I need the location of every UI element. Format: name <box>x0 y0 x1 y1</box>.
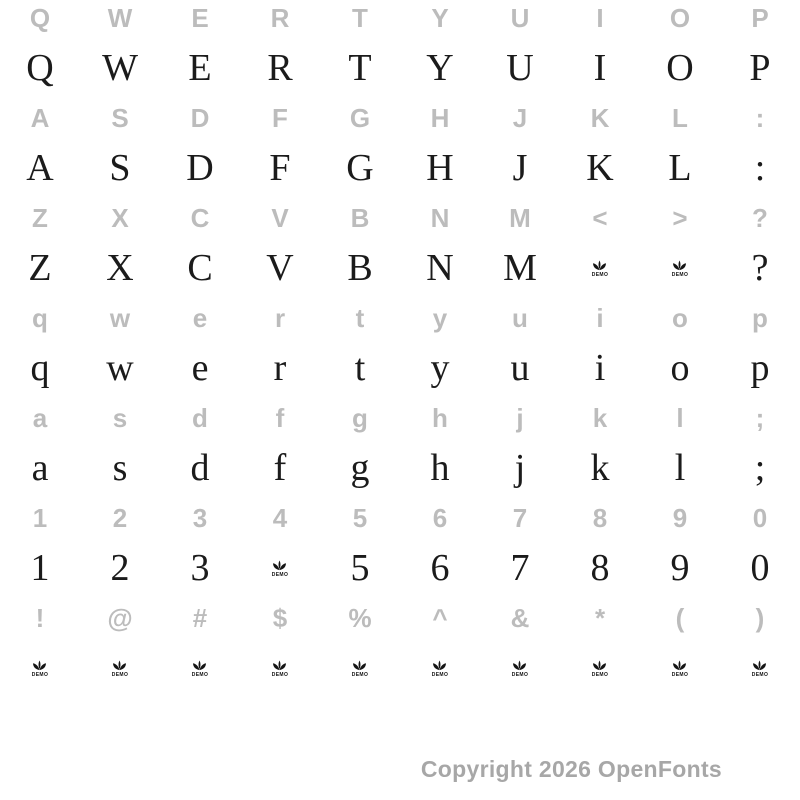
glyph-char <box>240 636 320 700</box>
fleuron-icon <box>672 660 687 671</box>
fleuron-icon <box>272 560 287 571</box>
reference-char: C <box>190 203 210 233</box>
glyph-char: d <box>190 447 210 489</box>
glyph-char: l <box>674 447 686 489</box>
fleuron-icon <box>432 660 447 671</box>
reference-char: e <box>192 303 208 333</box>
demo-label: DEMO <box>111 672 129 679</box>
glyph-char: Z <box>28 247 52 289</box>
glyph-char: W <box>102 47 138 89</box>
reference-row <box>0 300 800 336</box>
reference-char: # <box>192 603 208 633</box>
glyph-char <box>480 636 560 700</box>
glyph-char: 8 <box>590 547 610 589</box>
glyph-char: h <box>430 447 450 489</box>
glyph-char: w <box>106 347 134 389</box>
demo-label: DEMO <box>431 672 449 679</box>
reference-char: 0 <box>752 503 768 533</box>
fleuron-icon <box>32 660 47 671</box>
reference-char: y <box>432 303 448 333</box>
glyph-char: ? <box>751 247 769 289</box>
glyph-char: D <box>186 147 214 189</box>
reference-char: ( <box>675 603 685 633</box>
glyph-char: E <box>188 47 212 89</box>
glyph-char: f <box>273 447 287 489</box>
reference-char: Q <box>29 3 51 33</box>
glyph-row <box>0 36 800 100</box>
glyph-char <box>320 636 400 700</box>
demo-glyph-marker <box>272 560 289 578</box>
glyph-char <box>640 636 720 700</box>
reference-char: w <box>109 303 131 333</box>
demo-label: DEMO <box>591 272 609 279</box>
reference-char: U <box>510 3 530 33</box>
reference-char: l <box>676 403 684 433</box>
glyph-char: I <box>593 47 607 89</box>
fleuron-icon <box>592 660 607 671</box>
glyph-char: 9 <box>670 547 690 589</box>
demo-glyph-marker <box>752 660 769 678</box>
demo-glyph-marker <box>192 660 209 678</box>
reference-char: 4 <box>272 503 288 533</box>
fleuron-icon <box>512 660 527 671</box>
demo-glyph-marker <box>352 660 369 678</box>
reference-char: ; <box>755 403 765 433</box>
glyph-char: s <box>112 447 128 489</box>
demo-label: DEMO <box>271 572 289 579</box>
glyph-char: : <box>754 147 766 189</box>
reference-char: % <box>348 603 372 633</box>
reference-char: K <box>590 103 610 133</box>
demo-glyph-marker <box>112 660 129 678</box>
reference-char: O <box>669 3 691 33</box>
specimen-row-pair <box>0 0 800 100</box>
reference-char: j <box>516 403 524 433</box>
glyph-char: M <box>503 247 537 289</box>
copyright-text: Copyright 2026 OpenFonts <box>420 756 722 782</box>
demo-label: DEMO <box>671 272 689 279</box>
reference-char: 1 <box>32 503 48 533</box>
reference-char: ? <box>752 203 768 233</box>
reference-char: B <box>350 203 370 233</box>
reference-char: I <box>596 3 604 33</box>
reference-char: T <box>352 3 368 33</box>
reference-row <box>0 0 800 36</box>
glyph-char: 2 <box>110 547 130 589</box>
demo-label: DEMO <box>511 672 529 679</box>
specimen-row-pair <box>0 100 800 200</box>
specimen-row-pair <box>0 400 800 500</box>
glyph-char <box>640 236 720 300</box>
glyph-char: X <box>106 247 134 289</box>
reference-char: R <box>270 3 290 33</box>
glyph-char: S <box>109 147 131 189</box>
fleuron-icon <box>272 660 287 671</box>
glyph-char <box>560 636 640 700</box>
glyph-char: o <box>670 347 690 389</box>
reference-char: Z <box>32 203 48 233</box>
fleuron-icon <box>352 660 367 671</box>
fleuron-icon <box>672 260 687 271</box>
reference-char: $ <box>272 603 288 633</box>
glyph-char: N <box>426 247 454 289</box>
reference-char: ) <box>755 603 765 633</box>
glyph-char: 0 <box>750 547 770 589</box>
reference-char: 7 <box>512 503 528 533</box>
glyph-char: F <box>269 147 291 189</box>
demo-label: DEMO <box>31 672 49 679</box>
reference-row <box>0 600 800 636</box>
glyph-char: 6 <box>430 547 450 589</box>
reference-char: A <box>30 103 50 133</box>
reference-char: S <box>111 103 129 133</box>
glyph-char: 1 <box>30 547 50 589</box>
reference-char: X <box>111 203 129 233</box>
glyph-char: P <box>749 47 771 89</box>
glyph-char: 5 <box>350 547 370 589</box>
demo-label: DEMO <box>751 672 769 679</box>
glyph-row <box>0 236 800 300</box>
glyph-row <box>0 136 800 200</box>
reference-char: F <box>272 103 288 133</box>
reference-char: 9 <box>672 503 688 533</box>
reference-char: 8 <box>592 503 608 533</box>
glyph-char: a <box>31 447 49 489</box>
reference-char: : <box>755 103 765 133</box>
glyph-char: k <box>590 447 610 489</box>
specimen-row-pair <box>0 600 800 700</box>
glyph-char: V <box>266 247 294 289</box>
glyph-row <box>0 536 800 600</box>
reference-char: q <box>32 303 48 333</box>
glyph-char: p <box>750 347 770 389</box>
reference-char: D <box>190 103 210 133</box>
demo-glyph-marker <box>512 660 529 678</box>
glyph-char <box>160 636 240 700</box>
reference-char: N <box>430 203 450 233</box>
reference-char: o <box>672 303 688 333</box>
reference-char: Y <box>431 3 449 33</box>
glyph-char: H <box>426 147 454 189</box>
glyph-char: J <box>512 147 528 189</box>
reference-row <box>0 200 800 236</box>
glyph-char: L <box>668 147 692 189</box>
specimen-row-pair <box>0 300 800 400</box>
glyph-char <box>400 636 480 700</box>
glyph-char <box>560 236 640 300</box>
demo-glyph-marker <box>592 660 609 678</box>
glyph-char: T <box>348 47 372 89</box>
reference-char: G <box>349 103 371 133</box>
glyph-char <box>240 536 320 600</box>
reference-char: J <box>512 103 528 133</box>
glyph-char: R <box>267 47 293 89</box>
reference-char: ^ <box>432 603 448 633</box>
reference-char: & <box>510 603 530 633</box>
reference-char: k <box>592 403 608 433</box>
reference-char: f <box>275 403 285 433</box>
demo-label: DEMO <box>671 672 689 679</box>
glyph-char: A <box>26 147 54 189</box>
glyph-char <box>0 636 80 700</box>
glyph-char: ; <box>754 447 766 489</box>
reference-char: i <box>596 303 604 333</box>
glyph-char: B <box>347 247 373 289</box>
glyph-char: Q <box>26 47 54 89</box>
glyph-char: 3 <box>190 547 210 589</box>
demo-label: DEMO <box>351 672 369 679</box>
demo-label: DEMO <box>591 672 609 679</box>
reference-char: ! <box>35 603 45 633</box>
fleuron-icon <box>192 660 207 671</box>
reference-char: V <box>271 203 289 233</box>
demo-label: DEMO <box>191 672 209 679</box>
reference-char: H <box>430 103 450 133</box>
reference-char: * <box>594 603 606 633</box>
glyph-char: O <box>666 47 694 89</box>
glyph-char <box>80 636 160 700</box>
glyph-char: q <box>30 347 50 389</box>
glyph-row <box>0 636 800 700</box>
reference-char: > <box>672 203 688 233</box>
reference-row <box>0 100 800 136</box>
reference-row <box>0 400 800 436</box>
glyph-char: t <box>354 347 366 389</box>
glyph-char: U <box>506 47 534 89</box>
fleuron-icon <box>592 260 607 271</box>
glyph-char: u <box>510 347 530 389</box>
specimen-row-pair <box>0 200 800 300</box>
demo-glyph-marker <box>592 260 609 278</box>
reference-char: @ <box>107 603 133 633</box>
reference-char: p <box>752 303 768 333</box>
reference-char: 6 <box>432 503 448 533</box>
glyph-char: e <box>191 347 209 389</box>
glyph-char: G <box>346 147 374 189</box>
reference-char: E <box>191 3 209 33</box>
reference-char: 3 <box>192 503 208 533</box>
glyph-char <box>720 636 800 700</box>
glyph-char: r <box>273 347 287 389</box>
glyph-char: i <box>594 347 606 389</box>
reference-char: a <box>32 403 48 433</box>
glyph-char: j <box>514 447 526 489</box>
reference-char: < <box>592 203 608 233</box>
glyph-char: Y <box>426 47 454 89</box>
reference-char: L <box>672 103 688 133</box>
reference-char: s <box>112 403 128 433</box>
glyph-row <box>0 336 800 400</box>
demo-glyph-marker <box>672 660 689 678</box>
glyph-char: g <box>350 447 370 489</box>
glyph-char: C <box>187 247 213 289</box>
reference-char: 2 <box>112 503 128 533</box>
glyph-row <box>0 436 800 500</box>
reference-char: h <box>432 403 448 433</box>
reference-char: 5 <box>352 503 368 533</box>
reference-char: r <box>274 303 286 333</box>
demo-glyph-marker <box>32 660 49 678</box>
reference-char: d <box>192 403 208 433</box>
reference-char: P <box>751 3 769 33</box>
reference-row <box>0 500 800 536</box>
glyph-char: 7 <box>510 547 530 589</box>
reference-char: W <box>107 3 133 33</box>
glyph-char: y <box>430 347 450 389</box>
demo-glyph-marker <box>432 660 449 678</box>
specimen-row-pair <box>0 500 800 600</box>
glyph-char: K <box>586 147 614 189</box>
demo-glyph-marker <box>672 260 689 278</box>
fleuron-icon <box>752 660 767 671</box>
reference-char: M <box>509 203 531 233</box>
reference-char: g <box>352 403 368 433</box>
fleuron-icon <box>112 660 127 671</box>
demo-label: DEMO <box>271 672 289 679</box>
reference-char: t <box>355 303 365 333</box>
demo-glyph-marker <box>272 660 289 678</box>
reference-char: u <box>512 303 528 333</box>
